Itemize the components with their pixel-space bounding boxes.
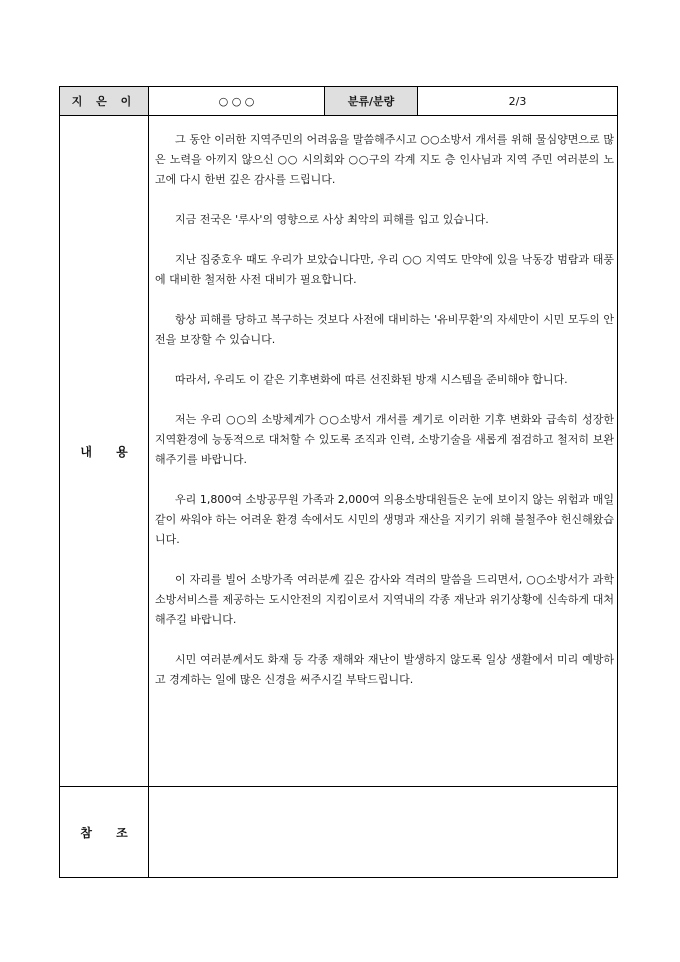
paragraph-3: 지난 집중호우 때도 우리가 보았습니다만, 우리 ○○ 지역도 만약에 있을 낙동강 범람과 태풍에 대비한 철저한 사전 대비가 필요합니다. bbox=[155, 253, 614, 286]
category-label: 분류/분량 bbox=[325, 87, 418, 116]
category-value: 2/3 bbox=[418, 87, 618, 116]
paragraph-6: 저는 우리 ○○의 소방체계가 ○○소방서 개서를 계기로 이러한 기후 변화와 급속히 성장한 지역환경에 능동적으로 대처할 수 있도록 조직과 인력, 소방기술을 새롭게 점검하고 철저히 보완해주기를 바랍니다. bbox=[155, 413, 614, 466]
paragraph-7: 우리 1,800여 소방공무원 가족과 2,000여 의용소방대원들은 눈에 보이지 않는 위험과 매일 같이 싸워야 하는 어려운 환경 속에서도 시민의 생명과 재산을 지키기 위해 불철주야 헌신해왔습니다. bbox=[155, 493, 614, 546]
paragraph-9: 시민 여러분께서도 화재 등 각종 재해와 재난이 발생하지 않도록 일상 생활에서 미리 예방하고 경계하는 일에 많은 신경을 써주시길 부탁드립니다. bbox=[155, 653, 614, 686]
reference-row bbox=[60, 787, 618, 878]
author-value: ○ ○ ○ bbox=[149, 87, 325, 116]
paragraph-1: 그 동안 이러한 지역주민의 어려움을 말씀해주시고 ○○소방서 개서를 위해 물심양면으로 많은 노력을 아끼지 않으신 ○○ 시의회와 ○○구의 각계 지도 층 인사님과 지역 주민 여러분의 노고에 다시 한번 깊은 감사를 드립니다. bbox=[155, 133, 614, 186]
reference-label: 참 조 bbox=[60, 787, 149, 878]
header-row bbox=[60, 87, 618, 116]
paragraph-4: 항상 피해를 당하고 복구하는 것보다 사전에 대비하는 '유비무환'의 자세만이 시민 모두의 안전을 보장할 수 있습니다. bbox=[155, 313, 614, 346]
content-label: 내 용 bbox=[60, 116, 149, 787]
paragraph-2: 지금 전국은 '루사'의 영향으로 사상 최악의 피해를 입고 있습니다. bbox=[175, 213, 489, 226]
speech-text bbox=[149, 116, 617, 690]
paragraph-8: 이 자리를 빌어 소방가족 여러분께 깊은 감사와 격려의 말씀을 드리면서, ○○소방서가 과학 소방서비스를 제공하는 도시안전의 지킴이로서 지역내의 각종 재난과 위기상황에 신속하게 대처해주길 바랍니다. bbox=[155, 573, 614, 626]
content-row bbox=[60, 116, 618, 787]
paragraph-5: 따라서, 우리도 이 같은 기후변화에 따른 선진화된 방재 시스템을 준비해야 합니다. bbox=[175, 373, 568, 386]
speech-form-table bbox=[59, 86, 618, 878]
content-cell bbox=[149, 116, 618, 787]
reference-value bbox=[149, 787, 618, 878]
author-label: 지 은 이 bbox=[60, 87, 149, 116]
